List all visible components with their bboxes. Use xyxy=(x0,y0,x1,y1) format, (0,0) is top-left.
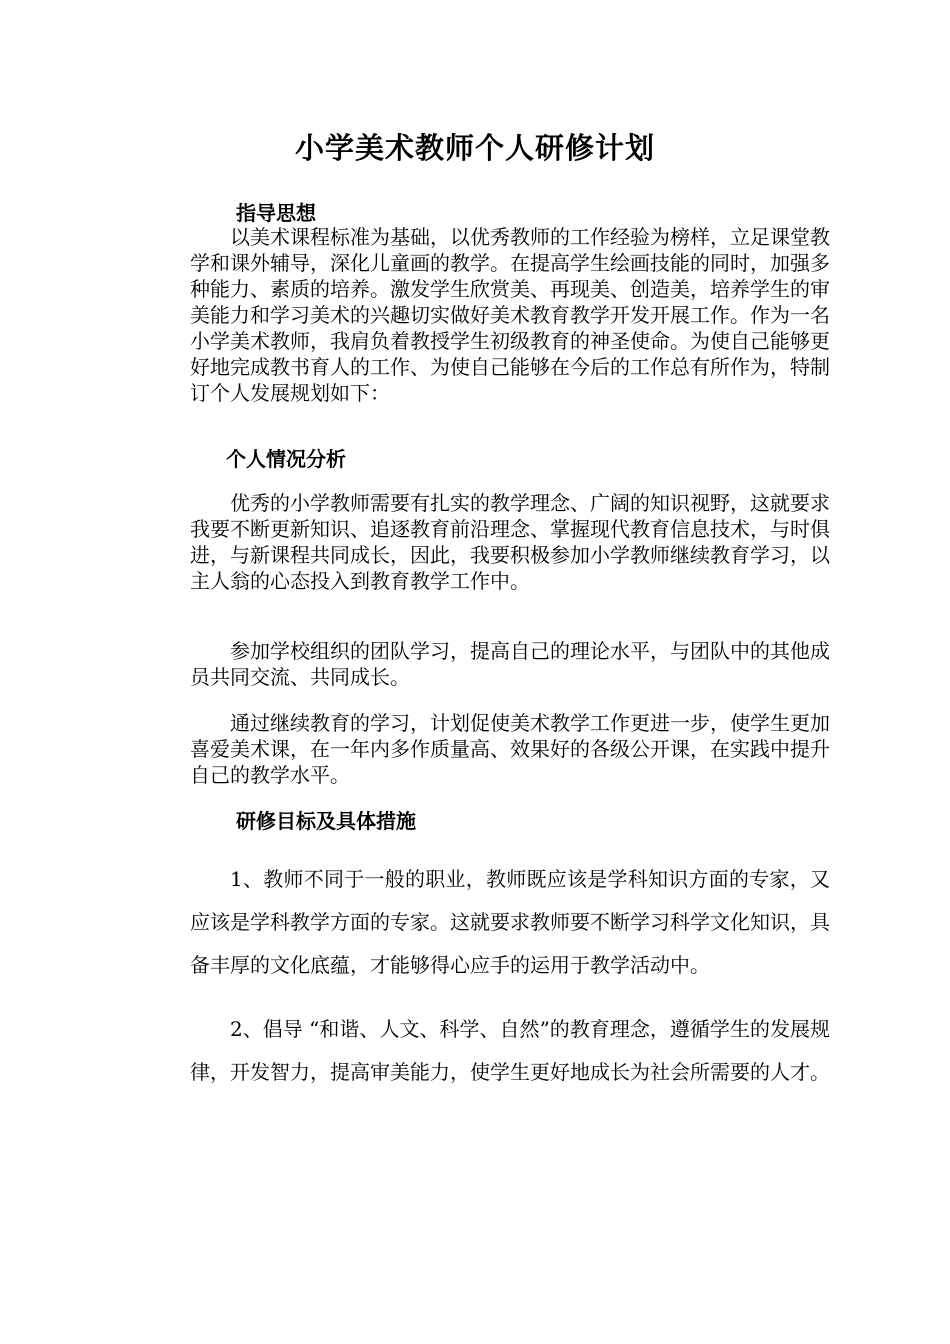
paragraph-guiding-thought: 以美术课程标准为基础，以优秀教师的工作经验为榜样，立足课堂教学和课外辅导，深化儿童画的教学。在提高学生绘画技能的同时，加强多种能力、素质的培养。激发学生欣赏美、再现美、创造美，培养学生的审美能力和学习美术的兴趣切实做好美术教育教学开发开展工作。作为一名小学美术教师，我肩负着教授学生初级教育的神圣使命。为使自己能够更好地完成教书育人的工作、为使自己能够在今后的工作总有所作为，特制订个人发展规划如下： xyxy=(190,225,830,405)
section-heading-personal-analysis: 个人情况分析 xyxy=(226,447,346,471)
paragraph-personal-analysis-3: 通过继续教育的学习，计划促使美术教学工作更进一步，使学生更加喜爱美术课，在一年内多作质量高、效果好的各级公开课，在实践中提升自己的教学水平。 xyxy=(190,711,830,787)
paragraph-goals-measures-1: 1、教师不同于一般的职业，教师既应该是学科知识方面的专家，又应该是学科教学方面的专家。这就要求教师要不断学习科学文化知识，具备丰厚的文化底蕴，才能够得心应手的运用于教学活动中。 xyxy=(190,867,830,977)
paragraph-personal-analysis-1: 优秀的小学教师需要有扎实的教学理念、广阔的知识视野，这就要求我要不断更新知识、追逐教育前沿理念、掌握现代教育信息技术，与时俱进，与新课程共同成长，因此，我要积极参加小学教师继续教育学习，以主人翁的心态投入到教育教学工作中。 xyxy=(190,491,830,593)
paragraph-personal-analysis-2: 参加学校组织的团队学习，提高自己的理论水平，与团队中的其他成员共同交流、共同成长。 xyxy=(190,639,830,689)
section-heading-goals-measures: 研修目标及具体措施 xyxy=(236,809,416,833)
section-heading-guiding-thought: 指导思想 xyxy=(236,201,316,225)
document-title: 小学美术教师个人研修计划 xyxy=(294,131,655,165)
paragraph-goals-measures-2: 2、倡导 “和谐、人文、科学、自然”的教育理念，遵循学生的发展规律，开发智力，提高审美能力，使学生更好地成长为社会所需要的人才。 xyxy=(190,1017,830,1084)
